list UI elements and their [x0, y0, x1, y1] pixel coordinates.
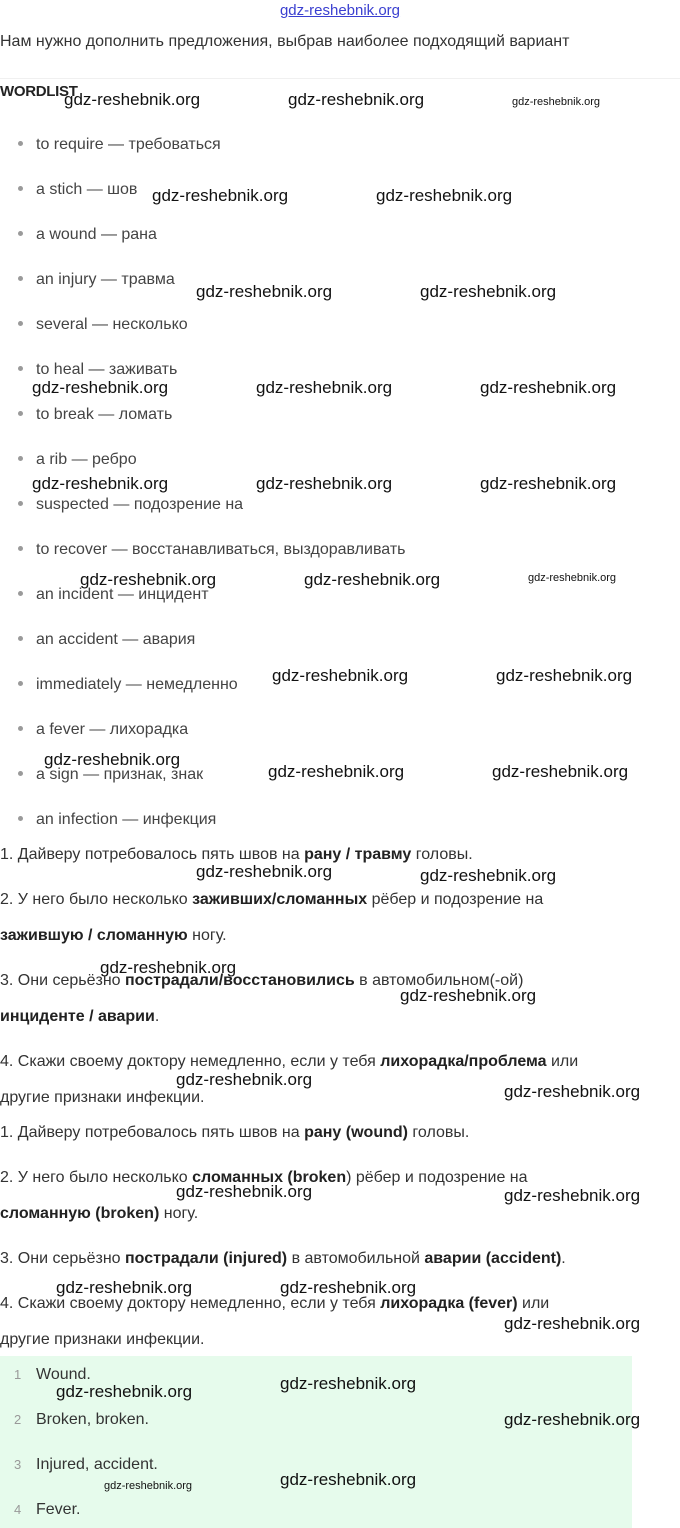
wordlist-item: immediately — немедленно — [18, 676, 238, 694]
answer-number: 3 — [14, 1457, 22, 1472]
answer-item: 1 Wound. — [14, 1366, 91, 1383]
watermark: gdz-reshebnik.org — [492, 762, 629, 781]
watermark: gdz-reshebnik.org — [512, 96, 601, 108]
bullet-icon — [18, 186, 23, 191]
bullet-icon — [18, 366, 23, 371]
watermark: gdz-reshebnik.org — [176, 1182, 313, 1201]
translation-sentence-1: 1. Дайверу потребовалось пять швов на рану (wound) головы. — [0, 1124, 470, 1141]
watermark: gdz-reshebnik.org — [32, 474, 169, 493]
wordlist-item: several — несколько — [18, 316, 188, 334]
watermark: gdz-reshebnik.org — [280, 1278, 417, 1297]
wordlist-item: suspected — подозрение на — [18, 496, 243, 514]
translation-sentence-4-cont: другие признаки инфекции. — [0, 1331, 205, 1348]
watermark: gdz-reshebnik.org — [152, 186, 289, 205]
wordlist-item: a stich — шов — [18, 181, 137, 199]
answer-item: 4 Fever. — [14, 1501, 81, 1518]
bullet-icon — [18, 276, 23, 281]
wordlist-item: an injury — травма — [18, 271, 175, 289]
watermark: gdz-reshebnik.org — [528, 572, 617, 584]
wordlist-title: WORDLIST — [0, 83, 78, 100]
watermark: gdz-reshebnik.org — [272, 666, 409, 685]
site-header-link[interactable]: gdz-reshebnik.org — [279, 2, 401, 19]
watermark: gdz-reshebnik.org — [268, 762, 405, 781]
wordlist-item: to break — ломать — [18, 406, 172, 424]
watermark: gdz-reshebnik.org — [100, 958, 237, 977]
wordlist-item: to require — требоваться — [18, 136, 221, 154]
wordlist-item: an accident — авария — [18, 631, 195, 649]
answer-number: 4 — [14, 1502, 22, 1517]
bullet-icon — [18, 546, 23, 551]
bullet-icon — [18, 681, 23, 686]
bullet-icon — [18, 141, 23, 146]
watermark: gdz-reshebnik.org — [420, 866, 557, 885]
watermark: gdz-reshebnik.org — [304, 570, 441, 589]
task-sentence-4-cont: другие признаки инфекции. — [0, 1089, 205, 1106]
watermark: gdz-reshebnik.org — [56, 1382, 193, 1401]
translation-sentence-2-cont: сломанную (broken) ногу. — [0, 1205, 199, 1222]
intro-text: Нам нужно дополнить предложения, выбрав наиболее подходящий вариант — [0, 33, 570, 50]
watermark: gdz-reshebnik.org — [44, 750, 181, 769]
watermark: gdz-reshebnik.org — [376, 186, 513, 205]
bullet-icon — [18, 591, 23, 596]
bullet-icon — [18, 321, 23, 326]
wordlist-item: a sign — признак, знак — [18, 766, 203, 784]
task-sentence-3: 3. Они серьёзно пострадали/восстановились в автомобильном(-ой) — [0, 972, 524, 989]
bullet-icon — [18, 501, 23, 506]
task-sentence-2-cont: зажившую / сломанную ногу. — [0, 927, 227, 944]
watermark: gdz-reshebnik.org — [504, 1314, 641, 1333]
wordlist-item: to recover — восстанавливаться, выздоравливать — [18, 541, 405, 559]
watermark: gdz-reshebnik.org — [256, 378, 393, 397]
watermark: gdz-reshebnik.org — [480, 378, 617, 397]
answer-number: 2 — [14, 1412, 22, 1427]
watermark: gdz-reshebnik.org — [196, 282, 333, 301]
watermark: gdz-reshebnik.org — [104, 1480, 193, 1492]
answer-item: 3 Injured, accident. — [14, 1456, 158, 1473]
bullet-icon — [18, 636, 23, 641]
watermark: gdz-reshebnik.org — [56, 1278, 193, 1297]
watermark: gdz-reshebnik.org — [32, 378, 169, 397]
divider — [0, 78, 680, 79]
watermark: gdz-reshebnik.org — [256, 474, 393, 493]
answer-item: 2 Broken, broken. — [14, 1411, 149, 1428]
translation-sentence-4: 4. Скажи своему доктору немедленно, если у тебя лихорадка (fever) или — [0, 1295, 550, 1312]
task-sentence-3-cont: инциденте / аварии. — [0, 1008, 160, 1025]
watermark: gdz-reshebnik.org — [280, 1374, 417, 1393]
watermark: gdz-reshebnik.org — [504, 1186, 641, 1205]
wordlist-item: an infection — инфекция — [18, 811, 216, 829]
watermark: gdz-reshebnik.org — [420, 282, 557, 301]
answer-number: 1 — [14, 1367, 22, 1382]
bullet-icon — [18, 816, 23, 821]
translation-sentence-3: 3. Они серьёзно пострадали (injured) в автомобильной аварии (accident). — [0, 1250, 566, 1267]
watermark: gdz-reshebnik.org — [400, 986, 537, 1005]
bullet-icon — [18, 771, 23, 776]
task-sentence-2: 2. У него было несколько заживших/сломанных рёбер и подозрение на — [0, 891, 544, 908]
watermark: gdz-reshebnik.org — [64, 90, 201, 109]
bullet-icon — [18, 726, 23, 731]
watermark: gdz-reshebnik.org — [80, 570, 217, 589]
task-sentence-1: 1. Дайверу потребовалось пять швов на рану / травму головы. — [0, 846, 473, 863]
wordlist-item: a fever — лихорадка — [18, 721, 188, 739]
task-sentence-4: 4. Скажи своему доктору немедленно, если у тебя лихорадка/проблема или — [0, 1053, 579, 1070]
bullet-icon — [18, 411, 23, 416]
watermark: gdz-reshebnik.org — [176, 1070, 313, 1089]
watermark: gdz-reshebnik.org — [288, 90, 425, 109]
wordlist-item: a wound — рана — [18, 226, 157, 244]
watermark: gdz-reshebnik.org — [504, 1410, 641, 1429]
watermark: gdz-reshebnik.org — [280, 1470, 417, 1489]
watermark: gdz-reshebnik.org — [496, 666, 633, 685]
wordlist-item: a rib — ребро — [18, 451, 137, 469]
watermark: gdz-reshebnik.org — [196, 862, 333, 881]
wordlist-item: to heal — заживать — [18, 361, 177, 379]
bullet-icon — [18, 231, 23, 236]
translation-sentence-2: 2. У него было несколько сломанных (broken) рёбер и подозрение на — [0, 1169, 528, 1186]
wordlist-item: an incident — инцидент — [18, 586, 209, 604]
watermark: gdz-reshebnik.org — [480, 474, 617, 493]
watermark: gdz-reshebnik.org — [504, 1082, 641, 1101]
bullet-icon — [18, 456, 23, 461]
